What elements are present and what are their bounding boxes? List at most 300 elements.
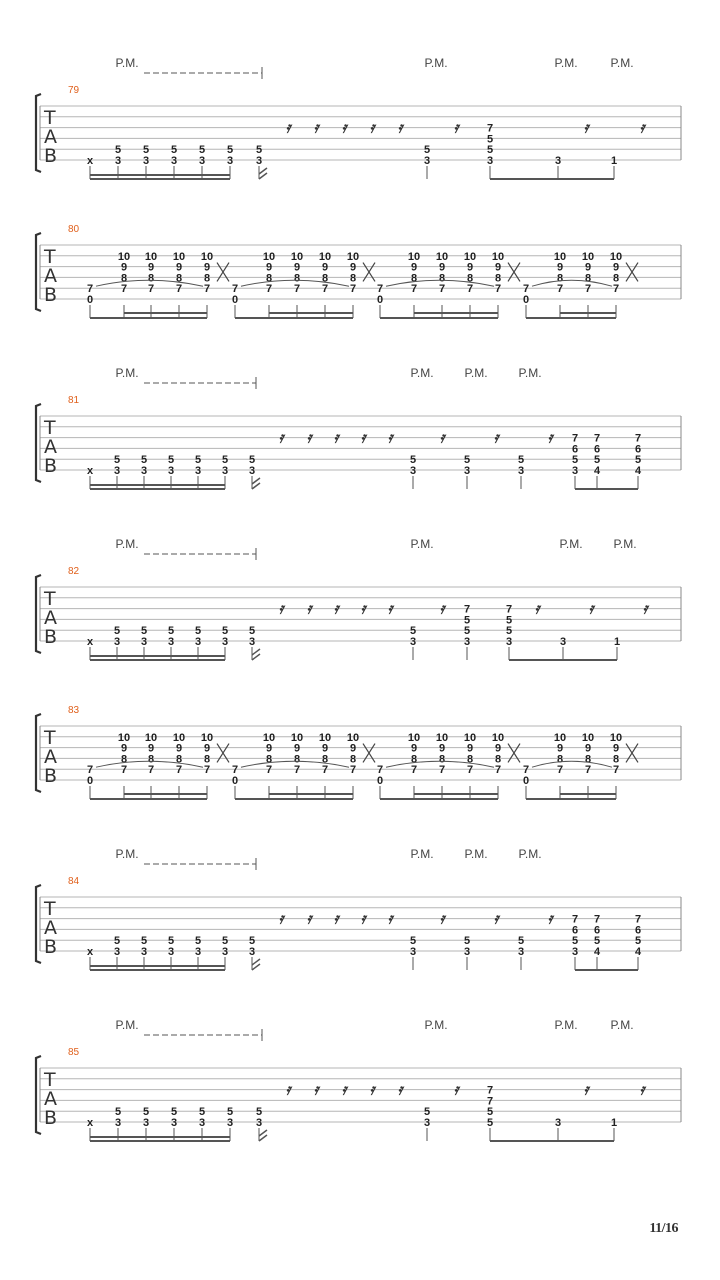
fret-number: 7	[265, 764, 273, 777]
fret-number: 8	[321, 272, 329, 285]
fret-number: 5	[255, 1106, 263, 1119]
fret-number: 7	[494, 283, 502, 296]
tab-clef-letter: B	[44, 284, 58, 306]
fret-number: 0	[522, 775, 530, 787]
fret-number: 6	[593, 924, 601, 937]
fret-number: 5	[409, 935, 417, 948]
fret-number: 3	[554, 155, 562, 167]
sixteenth-rest: 𝄿	[285, 118, 291, 137]
fret-number: 9	[265, 261, 273, 274]
fret-number: 5	[423, 144, 431, 157]
fret-number: 5	[170, 144, 178, 157]
tab-clef-letter: T	[44, 588, 56, 610]
fret-number: 3	[142, 1117, 150, 1129]
fret-number: 10	[290, 250, 304, 263]
measure-number: 80	[68, 224, 80, 235]
fret-number: 4	[634, 465, 642, 477]
fret-number: 1	[610, 1117, 618, 1129]
fret-number: 0	[231, 294, 239, 306]
fret-number: 7	[321, 283, 329, 296]
fret-number: 5	[486, 144, 494, 157]
fret-number: 7	[231, 283, 239, 296]
fret-number: 9	[410, 742, 418, 755]
fret-number: 3	[248, 636, 256, 648]
dead-note-cross	[508, 744, 520, 763]
palm-mute-label: P.M.	[115, 847, 139, 861]
fret-number: 7	[466, 764, 474, 777]
fret-number: 9	[410, 261, 418, 274]
measure-number: 82	[68, 566, 80, 577]
fret-number: 3	[140, 636, 148, 648]
fret-number: 3	[113, 946, 121, 958]
tab-clef-letter: B	[44, 1107, 58, 1129]
fret-number: 7	[293, 764, 301, 777]
fret-number: 0	[86, 294, 94, 306]
palm-mute-label: P.M.	[410, 537, 434, 551]
note-flag	[252, 959, 260, 970]
fret-number: 3	[170, 1117, 178, 1129]
fret-number: 10	[581, 250, 595, 263]
tab-clef-letter: T	[44, 246, 56, 268]
fret-number: 10	[463, 250, 477, 263]
fret-number: 7	[120, 283, 128, 296]
fret-number: 9	[321, 261, 329, 274]
fret-number: 8	[265, 753, 273, 766]
fret-number: 9	[494, 261, 502, 274]
fret-number: 7	[321, 764, 329, 777]
sixteenth-rest: 𝄿	[313, 1080, 319, 1099]
sixteenth-rest: 𝄿	[439, 909, 445, 928]
fret-number: 9	[175, 261, 183, 274]
fret-number: 10	[435, 250, 449, 263]
sixteenth-rest: 𝄿	[583, 118, 589, 137]
fret-number: 0	[231, 775, 239, 787]
fret-number: 5	[634, 935, 642, 948]
fret-number: 3	[255, 1117, 263, 1129]
fret-number: 5	[194, 935, 202, 948]
fret-number: 10	[435, 731, 449, 744]
fret-number: 10	[491, 731, 505, 744]
fret-number: 3	[221, 946, 229, 958]
fret-number: 7	[556, 283, 564, 296]
fret-number: 3	[248, 465, 256, 477]
fret-number: 5	[113, 625, 121, 638]
fret-number: 3	[409, 465, 417, 477]
fret-number: 8	[556, 272, 564, 285]
sixteenth-rest: 𝄿	[313, 118, 319, 137]
tab-clef-letter: A	[44, 746, 57, 768]
fret-number: 3	[554, 1117, 562, 1129]
palm-mute-label: P.M.	[464, 366, 488, 380]
fret-number: 8	[321, 753, 329, 766]
sixteenth-rest: 𝄿	[642, 599, 648, 618]
fret-number: 5	[167, 454, 175, 467]
fret-number: 7	[376, 283, 384, 296]
sixteenth-rest: 𝄿	[547, 909, 553, 928]
fret-number: 3	[248, 946, 256, 958]
fret-number: 5	[226, 1106, 234, 1119]
fret-number: x	[86, 946, 94, 958]
fret-number: 8	[175, 753, 183, 766]
fret-number: 8	[556, 753, 564, 766]
fret-number: 10	[172, 731, 186, 744]
fret-number: 9	[466, 742, 474, 755]
fret-number: 9	[120, 742, 128, 755]
slur-arc	[532, 280, 612, 286]
fret-number: 7	[571, 913, 579, 926]
fret-number: 5	[226, 144, 234, 157]
measure-number: 84	[68, 876, 80, 887]
palm-mute-label: P.M.	[518, 366, 542, 380]
fret-number: 8	[584, 272, 592, 285]
fret-number: 9	[203, 742, 211, 755]
fret-number: 5	[194, 454, 202, 467]
fret-number: 5	[198, 1106, 206, 1119]
fret-number: 8	[438, 272, 446, 285]
fret-number: 5	[505, 625, 513, 638]
fret-number: 10	[262, 731, 276, 744]
fret-number: 6	[571, 443, 579, 456]
fret-number: 5	[221, 935, 229, 948]
fret-number: 9	[120, 261, 128, 274]
fret-number: 8	[349, 753, 357, 766]
fret-number: 3	[140, 946, 148, 958]
fret-number: 8	[265, 272, 273, 285]
page-number: 11/16	[649, 1221, 678, 1236]
fret-number: 9	[147, 742, 155, 755]
fret-number: 3	[517, 946, 525, 958]
fret-number: 1	[613, 636, 621, 648]
tab-clef-letter: T	[44, 898, 56, 920]
fret-number: 8	[147, 272, 155, 285]
dead-note-cross	[626, 744, 638, 763]
fret-number: 8	[120, 272, 128, 285]
fret-number: 0	[86, 775, 94, 787]
sixteenth-rest: 𝄿	[639, 1080, 645, 1099]
sixteenth-rest: 𝄿	[439, 428, 445, 447]
fret-number: x	[86, 155, 94, 167]
palm-mute-label: P.M.	[115, 537, 139, 551]
fret-number: 5	[198, 144, 206, 157]
fret-number: 3	[113, 636, 121, 648]
dead-note-cross	[363, 744, 375, 763]
fret-number: 10	[144, 250, 158, 263]
measure-number: 79	[68, 85, 80, 96]
fret-number: 3	[221, 636, 229, 648]
fret-number: 5	[409, 625, 417, 638]
palm-mute-label: P.M.	[115, 56, 139, 70]
fret-number: 8	[584, 753, 592, 766]
fret-number: 8	[494, 753, 502, 766]
fret-number: 3	[142, 155, 150, 167]
fret-number: 3	[198, 1117, 206, 1129]
fret-number: 4	[593, 946, 601, 958]
fret-number: 3	[423, 155, 431, 167]
fret-number: 10	[172, 250, 186, 263]
fret-number: 3	[221, 465, 229, 477]
fret-number: 7	[175, 283, 183, 296]
sixteenth-rest: 𝄿	[583, 1080, 589, 1099]
tab-clef-letter: T	[44, 727, 56, 749]
fret-number: 10	[407, 250, 421, 263]
fret-number: 8	[203, 753, 211, 766]
dead-note-cross	[363, 263, 375, 282]
fret-number: 3	[486, 155, 494, 167]
sixteenth-rest: 𝄿	[341, 118, 347, 137]
note-flag	[252, 478, 260, 489]
fret-number: 7	[265, 283, 273, 296]
fret-number: 6	[634, 443, 642, 456]
tab-clef-letter: A	[44, 126, 57, 148]
fret-number: 3	[140, 465, 148, 477]
fret-number: 10	[609, 250, 623, 263]
fret-number: 10	[117, 731, 131, 744]
sixteenth-rest: 𝄿	[439, 599, 445, 618]
fret-number: 9	[556, 742, 564, 755]
fret-number: 3	[517, 465, 525, 477]
fret-number: 7	[556, 764, 564, 777]
fret-number: 5	[486, 133, 494, 146]
palm-mute-label: P.M.	[464, 847, 488, 861]
fret-number: 7	[203, 283, 211, 296]
fret-number: 4	[634, 946, 642, 958]
fret-number: 10	[553, 250, 567, 263]
fret-number: 9	[494, 742, 502, 755]
fret-number: 8	[494, 272, 502, 285]
fret-number: 8	[410, 753, 418, 766]
palm-mute-label: P.M.	[610, 56, 634, 70]
fret-number: 5	[142, 144, 150, 157]
sixteenth-rest: 𝄿	[639, 118, 645, 137]
sixteenth-rest: 𝄿	[493, 428, 499, 447]
fret-number: 5	[423, 1106, 431, 1119]
fret-number: 9	[349, 261, 357, 274]
fret-number: 5	[571, 935, 579, 948]
fret-number: 3	[113, 465, 121, 477]
fret-number: 8	[120, 753, 128, 766]
fret-number: 7	[634, 913, 642, 926]
fret-number: 7	[86, 283, 94, 296]
fret-number: 10	[581, 731, 595, 744]
fret-number: 5	[463, 625, 471, 638]
fret-number: 3	[559, 636, 567, 648]
fret-number: 5	[140, 935, 148, 948]
fret-number: 5	[248, 625, 256, 638]
tab-system-83	[36, 705, 681, 799]
fret-number: 7	[349, 283, 357, 296]
tab-clef-letter: B	[44, 455, 58, 477]
fret-number: 9	[584, 742, 592, 755]
dead-note-cross	[508, 263, 520, 282]
fret-number: 10	[200, 731, 214, 744]
sixteenth-rest: 𝄿	[360, 909, 366, 928]
note-group	[87, 251, 622, 306]
fret-number: 10	[318, 250, 332, 263]
note-flag	[252, 649, 260, 660]
fret-number: 7	[293, 283, 301, 296]
fret-number: 10	[144, 731, 158, 744]
fret-number: 5	[170, 1106, 178, 1119]
fret-number: 3	[170, 155, 178, 167]
fret-number: 10	[553, 731, 567, 744]
fret-number: 7	[175, 764, 183, 777]
fret-number: 5	[248, 454, 256, 467]
fret-number: 7	[438, 764, 446, 777]
fret-number: 7	[634, 432, 642, 445]
fret-number: 5	[140, 454, 148, 467]
fret-number: 9	[293, 742, 301, 755]
fret-number: 5	[517, 935, 525, 948]
tab-system-84	[36, 847, 681, 970]
fret-number: 9	[321, 742, 329, 755]
fret-number: 8	[293, 753, 301, 766]
sixteenth-rest: 𝄿	[387, 428, 393, 447]
tab-clef-letter: A	[44, 917, 57, 939]
fret-number: 7	[463, 603, 471, 616]
fret-number: 1	[610, 155, 618, 167]
fret-number: 8	[466, 753, 474, 766]
fret-number: 9	[584, 261, 592, 274]
fret-number: 7	[571, 432, 579, 445]
slur-arc	[532, 761, 612, 767]
palm-mute-label: P.M.	[610, 1018, 634, 1032]
tab-system-79	[36, 56, 681, 179]
fret-number: 6	[571, 924, 579, 937]
fret-number: 10	[346, 731, 360, 744]
fret-number: 8	[293, 272, 301, 285]
fret-number: 7	[505, 603, 513, 616]
tab-clef-letter: T	[44, 417, 56, 439]
fret-number: 5	[113, 935, 121, 948]
fret-number: 3	[194, 465, 202, 477]
fret-number: 3	[167, 465, 175, 477]
fret-number: 7	[349, 764, 357, 777]
fret-number: 3	[409, 946, 417, 958]
fret-number: 7	[494, 764, 502, 777]
fret-number: 4	[593, 465, 601, 477]
fret-number: 7	[438, 283, 446, 296]
palm-mute-label: P.M.	[410, 847, 434, 861]
fret-number: 0	[522, 294, 530, 306]
fret-number: 10	[117, 250, 131, 263]
fret-number: 9	[612, 261, 620, 274]
sixteenth-rest: 𝄿	[397, 1080, 403, 1099]
fret-number: 7	[593, 432, 601, 445]
sixteenth-rest: 𝄿	[534, 599, 540, 618]
fret-number: 5	[142, 1106, 150, 1119]
tab-clef-letter: B	[44, 936, 58, 958]
measure-number: 85	[68, 1047, 80, 1058]
fret-number: 9	[203, 261, 211, 274]
fret-number: 5	[463, 454, 471, 467]
fret-number: 5	[167, 935, 175, 948]
palm-mute-label: P.M.	[424, 1018, 448, 1032]
fret-number: 7	[584, 283, 592, 296]
fret-number: 5	[463, 935, 471, 948]
palm-mute-label: P.M.	[410, 366, 434, 380]
fret-number: 5	[194, 625, 202, 638]
sixteenth-rest: 𝄿	[306, 428, 312, 447]
note-flag	[259, 1130, 267, 1141]
fret-number: 7	[486, 1084, 494, 1097]
fret-number: 6	[593, 443, 601, 456]
dead-note-cross	[626, 263, 638, 282]
fret-number: 3	[114, 1117, 122, 1129]
sixteenth-rest: 𝄿	[360, 428, 366, 447]
sixteenth-rest: 𝄿	[285, 1080, 291, 1099]
fret-number: 3	[194, 636, 202, 648]
fret-number: 7	[376, 764, 384, 777]
tab-clef-letter: T	[44, 107, 56, 129]
fret-number: 7	[86, 764, 94, 777]
sixteenth-rest: 𝄿	[369, 1080, 375, 1099]
fret-number: 7	[612, 764, 620, 777]
palm-mute-label: P.M.	[554, 1018, 578, 1032]
fret-number: 3	[167, 636, 175, 648]
palm-mute-label: P.M.	[115, 366, 139, 380]
fret-number: 8	[147, 753, 155, 766]
fret-number: 5	[409, 454, 417, 467]
fret-number: x	[86, 1117, 94, 1129]
fret-number: 5	[634, 454, 642, 467]
fret-number: 9	[147, 261, 155, 274]
fret-number: 7	[522, 283, 530, 296]
fret-number: 8	[203, 272, 211, 285]
fret-number: 5	[593, 935, 601, 948]
sixteenth-rest: 𝄿	[397, 118, 403, 137]
fret-number: 5	[571, 454, 579, 467]
palm-mute-label: P.M.	[613, 537, 637, 551]
fret-number: 3	[423, 1117, 431, 1129]
fret-number: 3	[198, 155, 206, 167]
fret-number: 10	[609, 731, 623, 744]
fret-number: 7	[486, 122, 494, 135]
sixteenth-rest: 𝄿	[333, 599, 339, 618]
fret-number: 9	[466, 261, 474, 274]
tab-system-80	[36, 224, 681, 318]
sixteenth-rest: 𝄿	[547, 428, 553, 447]
fret-number: 3	[463, 946, 471, 958]
fret-number: 9	[265, 742, 273, 755]
palm-mute-label: P.M.	[115, 1018, 139, 1032]
fret-number: 3	[167, 946, 175, 958]
tab-clef-letter: B	[44, 765, 58, 787]
fret-number: 3	[255, 155, 263, 167]
fret-number: 8	[438, 753, 446, 766]
sixteenth-rest: 𝄿	[306, 599, 312, 618]
sixteenth-rest: 𝄿	[493, 909, 499, 928]
tab-clef-letter: A	[44, 607, 57, 629]
fret-number: 10	[262, 250, 276, 263]
fret-number: 10	[463, 731, 477, 744]
sixteenth-rest: 𝄿	[306, 909, 312, 928]
palm-mute-label: P.M.	[518, 847, 542, 861]
fret-number: 9	[612, 742, 620, 755]
fret-number: 8	[612, 753, 620, 766]
sixteenth-rest: 𝄿	[278, 909, 284, 928]
fret-number: 7	[584, 764, 592, 777]
fret-number: 7	[147, 764, 155, 777]
fret-number: 3	[505, 636, 513, 648]
fret-number: 7	[612, 283, 620, 296]
fret-number: 3	[114, 155, 122, 167]
fret-number: 10	[407, 731, 421, 744]
tab-clef-letter: B	[44, 626, 58, 648]
fret-number: 0	[376, 294, 384, 306]
palm-mute-label: P.M.	[424, 56, 448, 70]
fret-number: 3	[226, 1117, 234, 1129]
fret-number: 7	[231, 764, 239, 777]
